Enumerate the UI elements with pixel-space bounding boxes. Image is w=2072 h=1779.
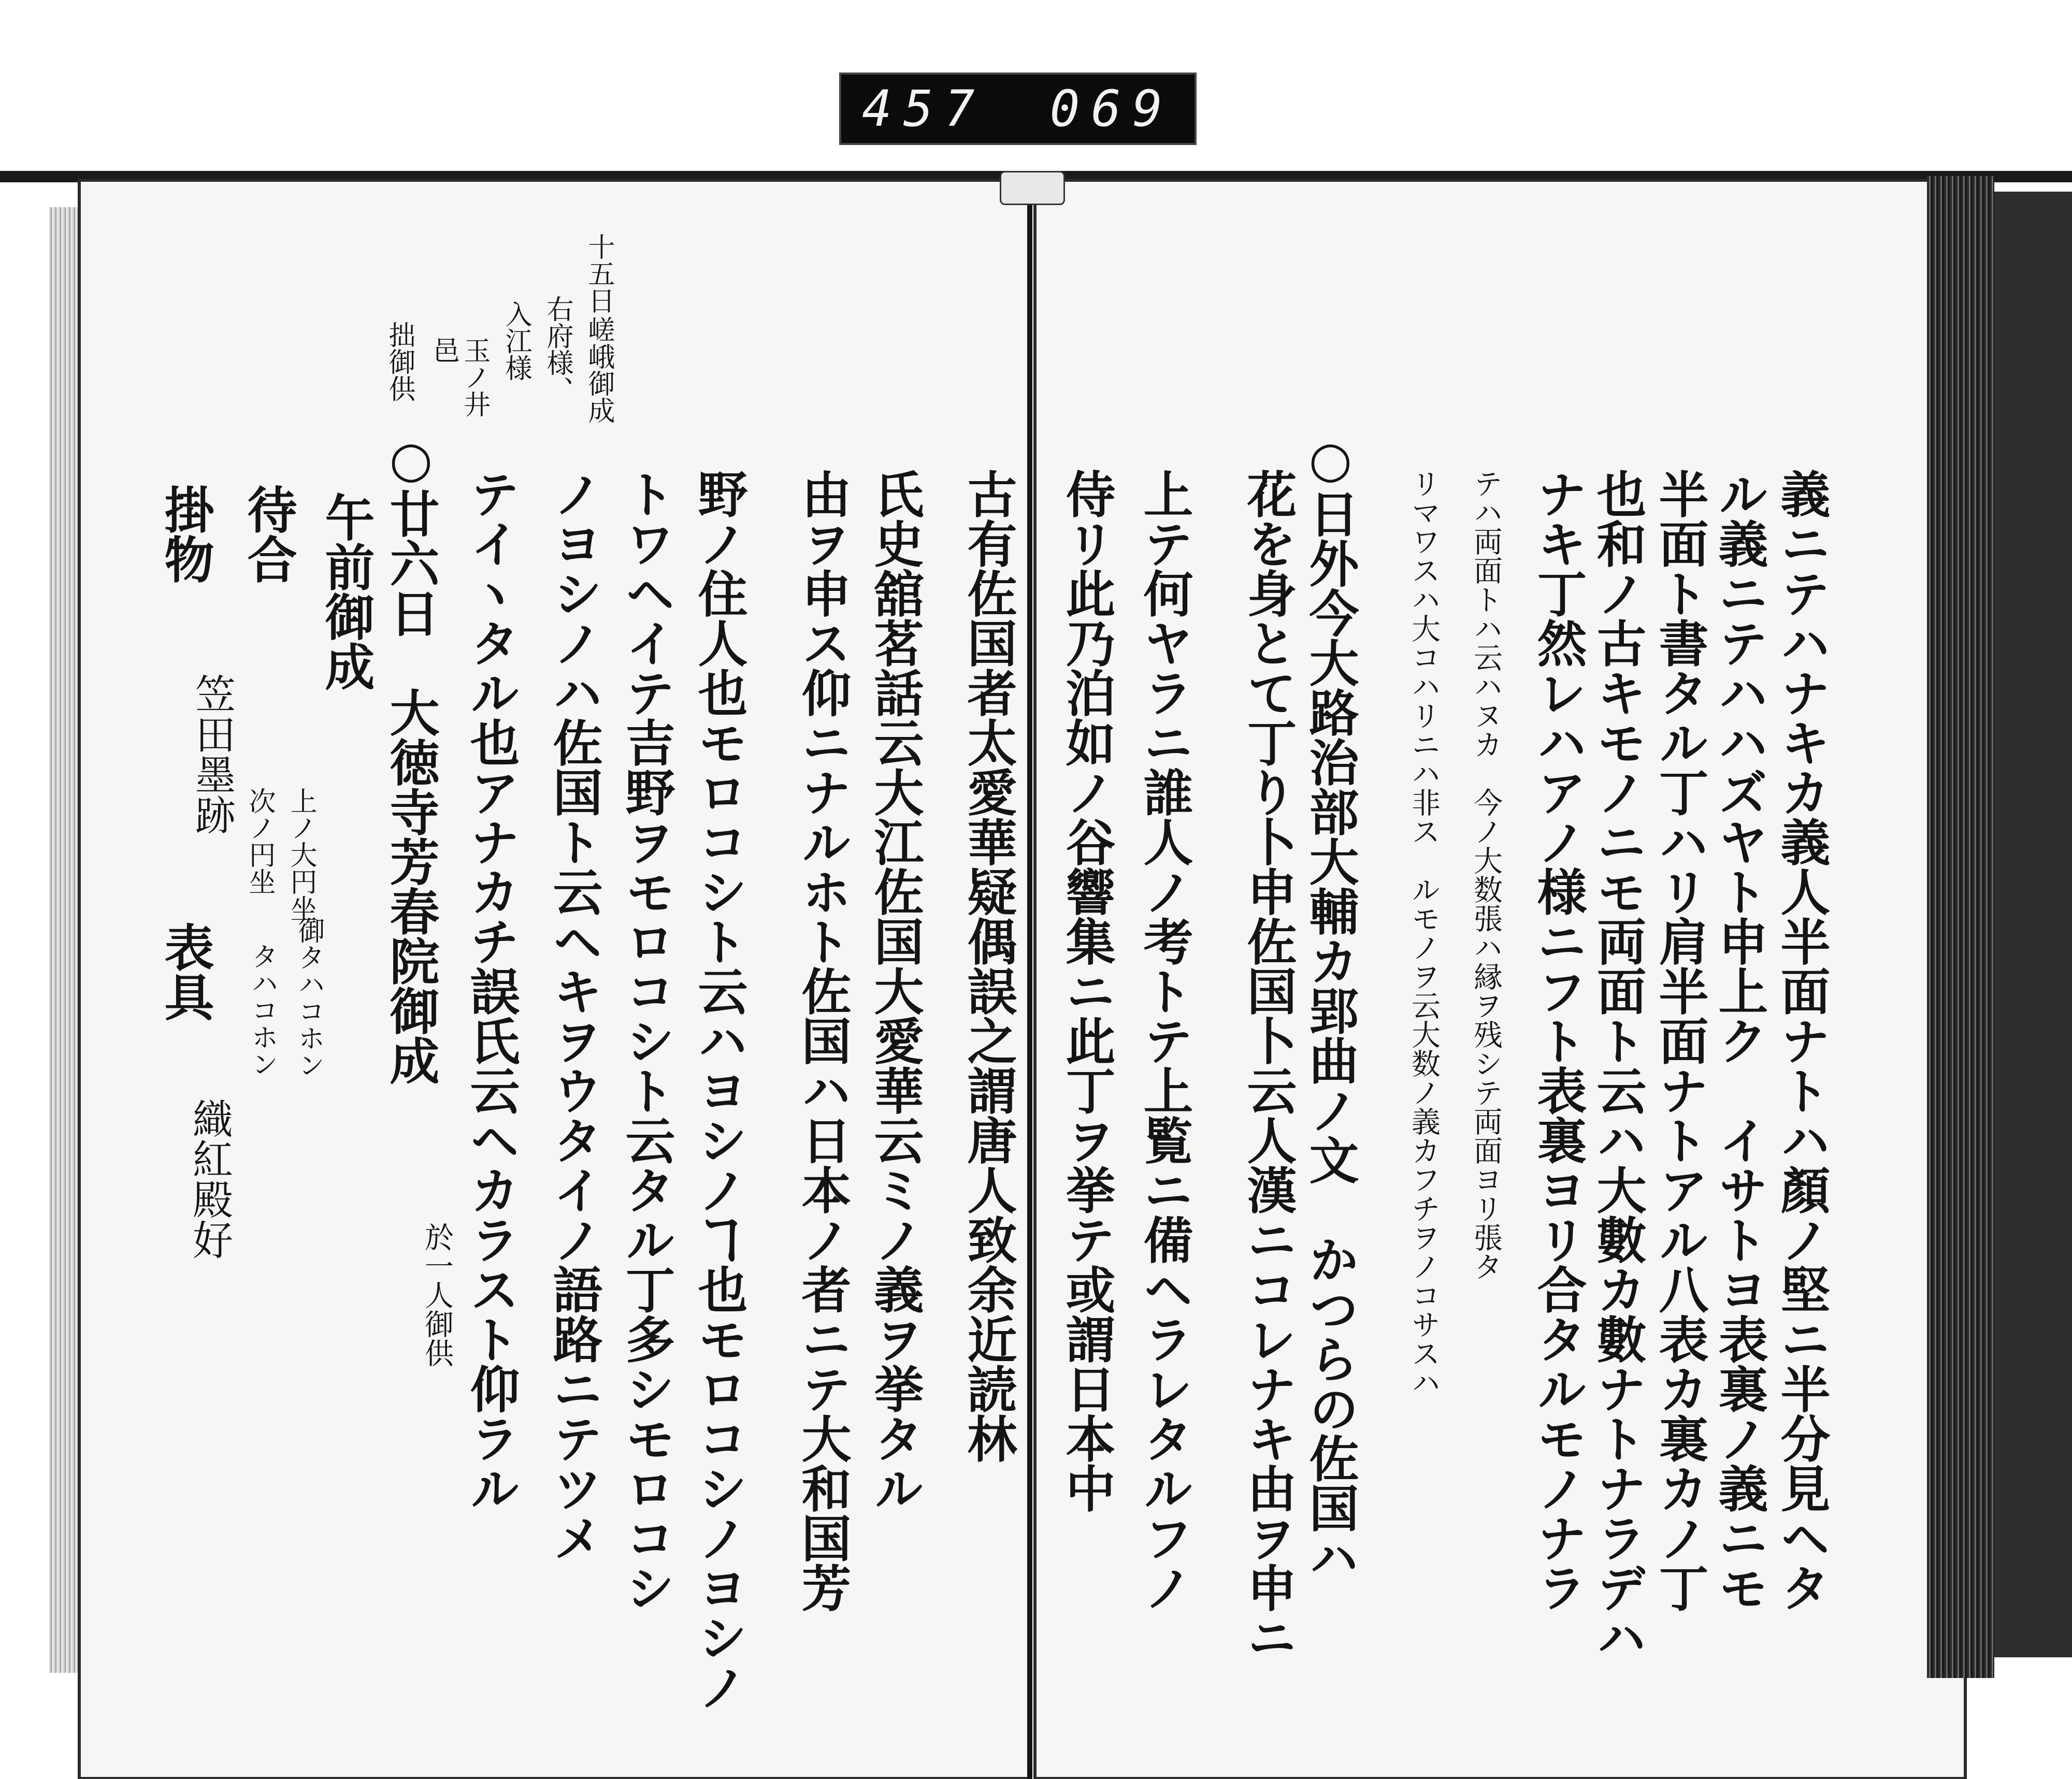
- entry-heading: ○廿六日 大徳寺芳春院御成: [382, 430, 440, 1085]
- margin-line-2: 右府様、: [542, 295, 573, 403]
- right-line-9: 花を身とて丁り卜申佐国卜云人漢ニコレナキ由ヲ申ニ: [1239, 469, 1298, 1662]
- right-line-10: 上テ何ヤラニ誰人ノ考トテ上覧ニ備ヘラレタルフノ: [1135, 469, 1194, 1612]
- right-line-4: 也和ノ古キモノニモ両面ト云ハ大數カ數ナトナラデハ: [1589, 469, 1647, 1662]
- right-line-11: 侍リ此乃泊如ノ谷響集ニ此丁ヲ挙テ或謂日本中: [1058, 469, 1116, 1513]
- left-line-7: テイヽタル也アナカチ誤氏云ヘカラスト仰ラル: [462, 469, 521, 1513]
- hanging-scroll-value: 笠田墨跡: [189, 673, 235, 835]
- right-line-1: 義ニテハナキカ義人半面ナトハ顏ノ堅ニ半分見ヘタ: [1773, 469, 1831, 1612]
- entry-note: 於一人御供: [420, 1222, 454, 1367]
- margin-line-3: 入江様: [500, 300, 531, 381]
- waiting-room: 待合: [239, 484, 298, 584]
- left-line-1: 古有佐国者太愛華疑偶誤之謂唐人致余近読林: [959, 469, 1018, 1463]
- right-line-8: ○日外今大路治部大輔カ郢曲ノ文 かつらの佐国ハ: [1301, 430, 1360, 1582]
- book-cover-right: [1994, 192, 2072, 1657]
- left-line-4: 野ノ住人也モロコシト云ハヨシノヿ也モロコシノヨシノ: [690, 469, 749, 1712]
- margin-line-1: 嵯峨御成: [583, 316, 614, 424]
- margin-line-6: 拙御供: [384, 321, 415, 402]
- left-line-6: ノヨシノハ佐国ト云ヘキヲウタイノ語路ニテツメ: [545, 469, 603, 1563]
- seat-upper: 上ノ大円坐: [285, 787, 316, 922]
- mounting-label: 表具: [156, 922, 215, 1021]
- seat-lower: 次ノ円坐: [244, 787, 275, 895]
- right-line-5: ナキ丁然レハアノ様ニフト表裏ヨリ合タルモノナラ: [1529, 469, 1588, 1612]
- margin-date: 十五日: [583, 233, 614, 314]
- left-line-3: 由ヲ申ス仰ニナルホト佐国ハ日本ノ者ニテ大和国芳: [794, 469, 852, 1612]
- mounting-note-2: タハコホン: [247, 943, 278, 1077]
- margin-line-5: 邑: [428, 337, 459, 364]
- hanging-scroll-label: 掛物: [156, 484, 215, 584]
- frame-number: 069: [1049, 80, 1174, 138]
- margin-line-4: 玉ノ井: [459, 337, 490, 417]
- left-line-2: 氏史舘茗話云大江佐国大愛華云ミノ義ヲ挙タル: [866, 469, 925, 1513]
- book-spine: [1027, 179, 1032, 1779]
- afternoon-visit: 午前御成: [317, 492, 376, 691]
- mounting-value: 織紅殿好: [186, 1098, 233, 1260]
- right-line-7: リマワスハ大コハリニハ非ス ルモノヲ云大数ノ義カフチヲノコサスハ: [1407, 469, 1441, 1397]
- right-page-edges: [1927, 176, 1994, 1678]
- reel-number: 457: [862, 80, 986, 138]
- right-line-6: テハ両面トハ云ハヌカ 今ノ大数張ハ縁ヲ残シテ両面ヨリ張タ: [1469, 469, 1503, 1281]
- frame-number-label: [839, 73, 1197, 145]
- binding-thread: [1000, 171, 1065, 205]
- mounting-note-1: 御タハコホン: [293, 917, 324, 1078]
- right-line-2: ル義ニテハハズヤト申上ク イサトヨ表裏ノ義ニモ: [1710, 469, 1769, 1612]
- right-line-3: 半面ト書タル丁ハリ肩半面ナトアル八表カ裏カノ丁: [1651, 469, 1709, 1612]
- left-line-5: トワヘイテ吉野ヲモロコシト云タル丁多シモロコシ: [617, 469, 676, 1612]
